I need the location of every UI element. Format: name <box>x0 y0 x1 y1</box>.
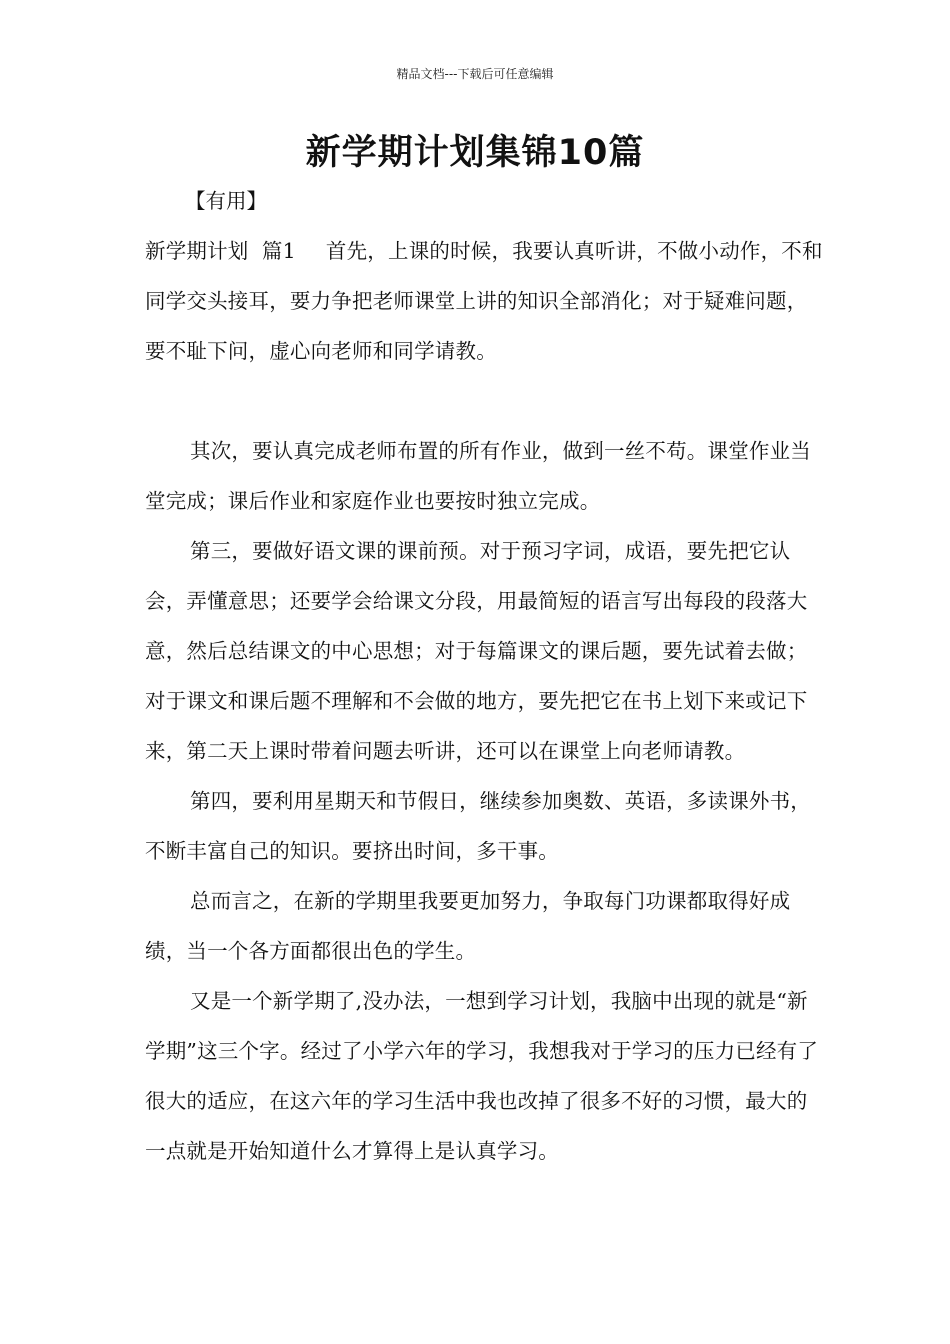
paragraph-6: 又是一个新学期了,没办法，一想到学习计划，我脑中出现的就是“新学期”这三个字。经过了小学六年的学习，我想我对于学习的压力已经有了很大的适应，在这六年的学习生活中我也改掉了很多不好的习惯，最大的一点就是开始知道什么才算得上是认真学习。 <box>145 989 819 1163</box>
paragraph-gap <box>145 376 825 426</box>
paragraph-5: 总而言之，在新的学期里我要更加努力，争取每门功课都取得好成绩，当一个各方面都很出色的学生。 <box>145 889 791 963</box>
header-note: 精品文档---下载后可任意编辑 <box>396 67 554 81</box>
paragraph-2: 其次，要认真完成老师布置的所有作业，做到一丝不苟。课堂作业当堂完成；课后作业和家庭作业也要按时独立完成。 <box>145 439 811 513</box>
paragraph-1 <box>145 226 825 376</box>
document-subtitle: 【有用】 <box>185 189 267 213</box>
section-label: 新学期计划 篇1 <box>145 239 296 263</box>
paragraph-1-text: 首先，上课的时候，我要认真听讲，不做小动作，不和同学交头接耳，要力争把老师课堂上讲的知识全部消化；对于疑难问题，要不耻下问，虚心向老师和同学请教。 <box>145 239 823 363</box>
paragraph-3: 第三，要做好语文课的课前预。对于预习字词，成语，要先把它认会，弄懂意思；还要学会给课文分段，用最简短的语言写出每段的段落大意，然后总结课文的中心思想；对于每篇课文的课后题，要先试着去做；对于课文和课后题不理解和不会做的地方，要先把它在书上划下来或记下来，第二天上课时带着问题去听讲，还可以在课堂上向老师请教。 <box>145 539 808 763</box>
paragraph-4: 第四，要利用星期天和节假日，继续参加奥数、英语，多读课外书，不断丰富自己的知识。要挤出时间，多干事。 <box>145 789 811 863</box>
document-title: 新学期计划集锦10篇 <box>305 133 645 173</box>
document-body <box>145 226 825 1176</box>
